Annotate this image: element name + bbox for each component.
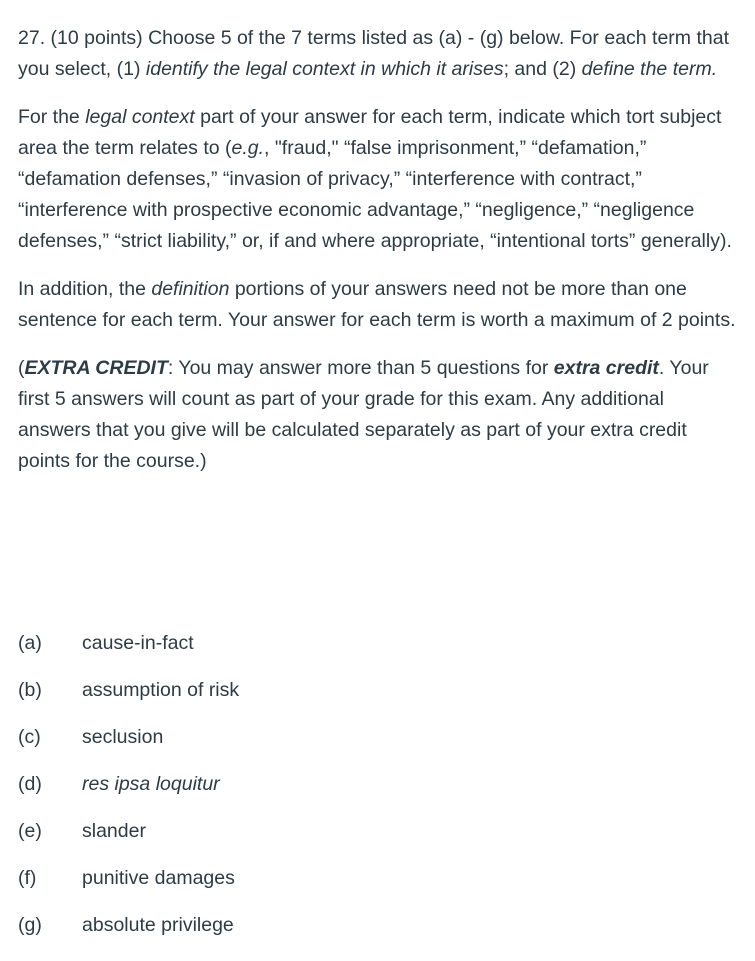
term-text: slander: [82, 820, 146, 842]
term-letter: (e): [18, 820, 42, 842]
term-item-e: [18, 816, 718, 863]
definition-paragraph: In addition, the definition portions of your answers need not be more than one sentence for each term. Your answer for each term is worth a maximum of 2 points.: [18, 278, 736, 331]
legal-context-paragraph: For the legal context part of your answer for each term, indicate which tort subject area the term relates to (e.g., "fraud," “false imprisonment,” “defamation,” “defamation defenses,” “invasion of privacy,” “interference with contract,” “interference with prospective economic advantage,” “negligence,” “negligence defenses,” “strict liability,” or, if and where appropriate, “intentional torts” generally).: [18, 106, 732, 252]
term-item-c: [18, 722, 718, 769]
term-text: punitive damages: [82, 867, 235, 889]
term-item-a: [18, 628, 718, 675]
question-body: [18, 23, 738, 494]
term-item-b: [18, 675, 718, 722]
term-text: cause-in-fact: [82, 632, 194, 654]
term-text: absolute privilege: [82, 914, 234, 936]
term-letter: (c): [18, 726, 41, 748]
extra-credit-paragraph: (EXTRA CREDIT: You may answer more than 5 questions for extra credit. Your first 5 answers will count as part of your grade for this exam. Any additional answers that you give will be calculated separately as part of your extra credit points for the course.): [18, 357, 709, 472]
term-list: [18, 628, 718, 957]
term-item-f: [18, 863, 718, 910]
term-letter: (a): [18, 632, 42, 654]
term-text: res ipsa loquitur: [82, 773, 220, 795]
term-text: assumption of risk: [82, 679, 240, 701]
term-text: seclusion: [82, 726, 164, 748]
term-item-g: [18, 910, 718, 957]
term-item-d: [18, 769, 718, 816]
term-letter: (b): [18, 679, 42, 701]
question-number: 27. (10 points): [18, 27, 143, 49]
question-intro: 27. (10 points) Choose 5 of the 7 terms listed as (a) - (g) below. For each term that you select, (1) identify the legal context in which it arises; and (2) define the term.: [18, 27, 729, 80]
term-letter: (f): [18, 867, 37, 889]
term-letter: (g): [18, 914, 42, 936]
term-letter: (d): [18, 773, 42, 795]
